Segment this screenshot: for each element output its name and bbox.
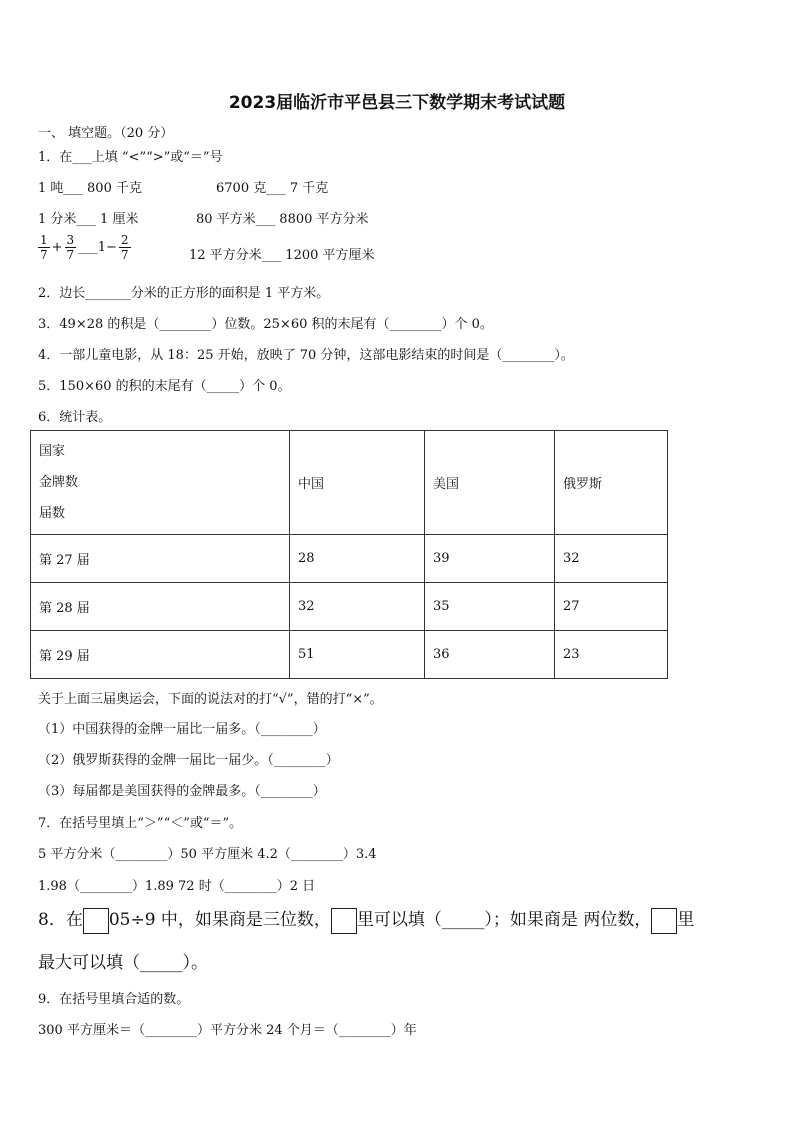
q1-item-ton: 1 吨___ 800 千克 [38, 181, 142, 196]
q7-stem: 7．在括号里填上“＞”“＜”或“＝”。 [38, 816, 243, 831]
frac-numerator: 1 [40, 233, 48, 247]
q7-row-2: 1.98（________）1.89 72 时（________）2 日 [38, 879, 316, 894]
q6-stem: 6．统计表。 [38, 410, 112, 425]
medal-table [30, 430, 668, 679]
q8-text-c: 里可以填（_____）；如果商是 两位数， [356, 910, 652, 930]
table-cell: 23 [555, 631, 668, 679]
blank-box[interactable] [331, 908, 357, 934]
header-diagonal-cell [31, 431, 290, 535]
q1-item-gram: 6700 克___ 7 千克 [216, 181, 329, 196]
question-2: 2．边长_______分米的正方形的面积是 1 平方米。 [38, 286, 330, 301]
question-3: 3．49×28 的积是（________）位数。25×60 积的末尾有（________）个 0。 [38, 317, 493, 332]
table-header-row [31, 431, 668, 535]
header-session-label: 届数 [39, 506, 66, 521]
q6-instruction: 关于上面三届奥运会，下面的说法对的打“√”，错的打“×”。 [38, 692, 383, 707]
header-country-label: 国家 [39, 444, 66, 459]
question-5: 5．150×60 的积的末尾有（_____）个 0。 [38, 379, 291, 394]
row-label: 第 29 届 [31, 631, 290, 679]
table-cell: 36 [425, 631, 555, 679]
plus-sign: + [51, 240, 63, 255]
table-row [31, 631, 668, 679]
table-row [31, 583, 668, 631]
blank-one-minus: ___1− [78, 240, 117, 255]
table-cell: 39 [425, 535, 555, 583]
q8-line-1 [38, 905, 694, 934]
frac-numerator: 3 [66, 233, 75, 247]
q9-row-1: 300 平方厘米＝（________）平方分米 24 个月＝（________）年 [38, 1023, 417, 1038]
table-cell: 28 [290, 535, 425, 583]
header-russia: 俄罗斯 [555, 431, 668, 535]
q1-fraction-expression [38, 233, 131, 262]
q6-statement-3: （3）每届都是美国获得的金牌最多。（________） [38, 784, 326, 799]
question-4: 4．一部儿童电影，从 18：25 开始，放映了 70 分钟，这部电影结束的时间是（________）。 [38, 348, 574, 363]
q7-row-1: 5 平方分米（________）50 平方厘米 4.2（________）3.4 [38, 847, 377, 862]
table-row [31, 535, 668, 583]
q1-stem: 1．在___上填 “<”“>”或“＝”号 [38, 150, 223, 165]
table-cell: 27 [555, 583, 668, 631]
frac-denominator: 7 [66, 248, 75, 262]
frac-numerator: 2 [120, 233, 129, 247]
blank-box[interactable] [651, 908, 677, 934]
blank-box[interactable] [83, 908, 109, 934]
frac-denominator: 7 [40, 248, 48, 262]
q8-text-a: 8．在 [38, 910, 83, 930]
row-label: 第 28 届 [31, 583, 290, 631]
fraction-3-7 [65, 233, 77, 262]
fraction-2-7 [119, 233, 131, 262]
q1-item-square-meter: 80 平方米___ 8800 平方分米 [196, 212, 369, 227]
q6-statement-2: （2）俄罗斯获得的金牌一届比一届少。（________） [38, 753, 339, 768]
page-title: 2023届临沂市平邑县三下数学期末考试试题 [228, 93, 566, 113]
q1-item-square-decimeter: 12 平方分米___ 1200 平方厘米 [189, 248, 375, 263]
q8-text-d: 里 [677, 910, 695, 930]
q6-statement-1: （1）中国获得的金牌一届比一届多。（________） [38, 722, 326, 737]
row-label: 第 27 届 [31, 535, 290, 583]
header-china: 中国 [290, 431, 425, 535]
table-cell: 35 [425, 583, 555, 631]
fraction-1-7 [38, 233, 50, 262]
q9-stem: 9．在括号里填合适的数。 [38, 992, 190, 1007]
frac-denominator: 7 [120, 248, 129, 262]
header-gold-label: 金牌数 [39, 475, 79, 490]
header-usa: 美国 [425, 431, 555, 535]
section-heading: 一、 填空题。（20 分） [38, 126, 174, 141]
table-cell: 32 [555, 535, 668, 583]
table-cell: 32 [290, 583, 425, 631]
q1-item-decimeter: 1 分米___ 1 厘米 [38, 212, 139, 227]
q8-line-2: 最大可以填（_____）。 [38, 953, 208, 973]
q8-text-b: 05÷9 中，如果商是三位数， [108, 910, 331, 930]
table-cell: 51 [290, 631, 425, 679]
